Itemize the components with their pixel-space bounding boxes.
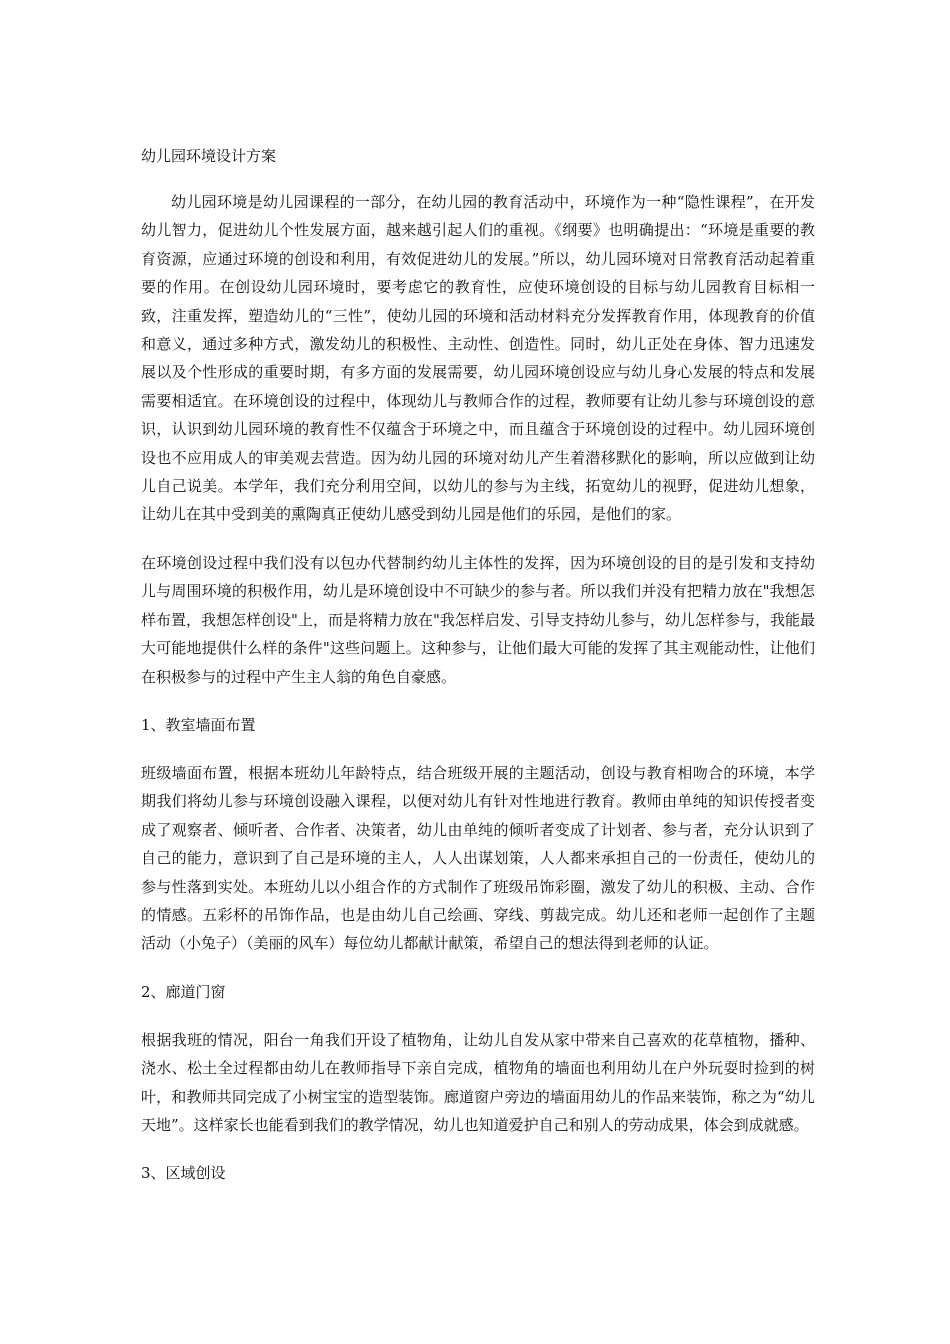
document-page	[141, 142, 815, 1207]
section-body-classroom-wall: 班级墙面布置，根据本班幼儿年龄特点，结合班级开展的主题活动，创设与教育相吻合的环境，本学期我们将幼儿参与环境创设融入课程，以便对幼儿有针对性地进行教育。教师由单纯的知识传授者变成了观察者、倾听者、合作者、决策者，幼儿由单纯的倾听者变成了计划者、参与者，充分认识到了自己的能力，意识到了自己是环境的主人，人人出谋划策，人人都来承担自己的一份责任，使幼儿的参与性落到实处。本班幼儿以小组合作的方式制作了班级吊饰彩圈，激发了幼儿的积极、主动、合作的情感。五彩杯的吊饰作品，也是由幼儿自己绘画、穿线、剪裁完成。幼儿还和老师一起创作了主题活动（小兔子）（美丽的风车）每位幼儿都献计献策，希望自己的想法得到老师的认证。	[141, 763, 815, 953]
section-heading-corridor-windows: 2、廊道门窗	[141, 982, 226, 1001]
section-heading-classroom-wall: 1、教室墙面布置	[141, 715, 256, 734]
paragraph-participation: 在环境创设过程中我们没有以包办代替制约幼儿主体性的发挥，因为环境创设的目的是引发和支持幼儿与周围环境的积极作用，幼儿是环境创设中不可缺少的参与者。所以我们并没有把精力放在"我想怎样布置，我想怎样创设"上，而是将精力放在"我怎样启发、引导支持幼儿参与，幼儿怎样参与，我能最大可能地提供什么样的条件"这些问题上。这种参与，让他们最大可能的发挥了其主观能动性，让他们在积极参与的过程中产生主人翁的角色自豪感。	[141, 553, 815, 686]
intro-paragraph: 幼儿园环境是幼儿园课程的一部分，在幼儿园的教育活动中，环境作为一种“隐性课程”，在开发幼儿智力，促进幼儿个性发展方面，越来越引起人们的重视。《纲要》也明确提出：“环境是重要的教育资源，应通过环境的创设和利用，有效促进幼儿的发展。”所以，幼儿园环境对日常教育活动起着重要的作用。在创设幼儿园环境时，要考虑它的教育性，应使环境创设的目标与幼儿园教育目标相一致，注重发挥，塑造幼儿的“三性”，使幼儿园的环境和活动材料充分发挥教育作用，体现教育的价值和意义，通过多种方式，激发幼儿的积极性、主动性、创造性。同时，幼儿正处在身体、智力迅速发展以及个性形成的重要时期，有多方面的发展需要，幼儿园环境创设应与幼儿身心发展的特点和发展需要相适宜。在环境创设的过程中，体现幼儿与教师合作的过程，教师要有让幼儿参与环境创设的意识，认识到幼儿园环境的教育性不仅蕴含于环境之中，而且蕴含于环境创设的过程中。幼儿园环境创设也不应用成人的审美观去营造。因为幼儿园的环境对幼儿产生着潜移默化的影响，所以应做到让幼儿自己说美。本学年，我们充分利用空间，以幼儿的参与为主线，拓宽幼儿的视野，促进幼儿想象，让幼儿在其中受到美的熏陶真正使幼儿感受到幼儿园是他们的乐园，是他们的家。	[141, 193, 815, 524]
section-body-corridor-windows: 根据我班的情况，阳台一角我们开设了植物角，让幼儿自发从家中带来自己喜欢的花草植物，播种、浇水、松土全过程都由幼儿在教师指导下亲自完成，植物角的墙面也利用幼儿在户外玩耍时捡到的树叶，和教师共同完成了小树宝宝的造型装饰。廊道窗户旁边的墙面用幼儿的作品来装饰，称之为“幼儿天地”。这样家长也能看到我们的教学情况，幼儿也知道爱护自己和别人的劳动成果，体会到成就感。	[141, 1030, 815, 1134]
section-heading-area-setup: 3、区域创设	[141, 1164, 226, 1183]
document-title: 幼儿园环境设计方案	[141, 147, 277, 165]
